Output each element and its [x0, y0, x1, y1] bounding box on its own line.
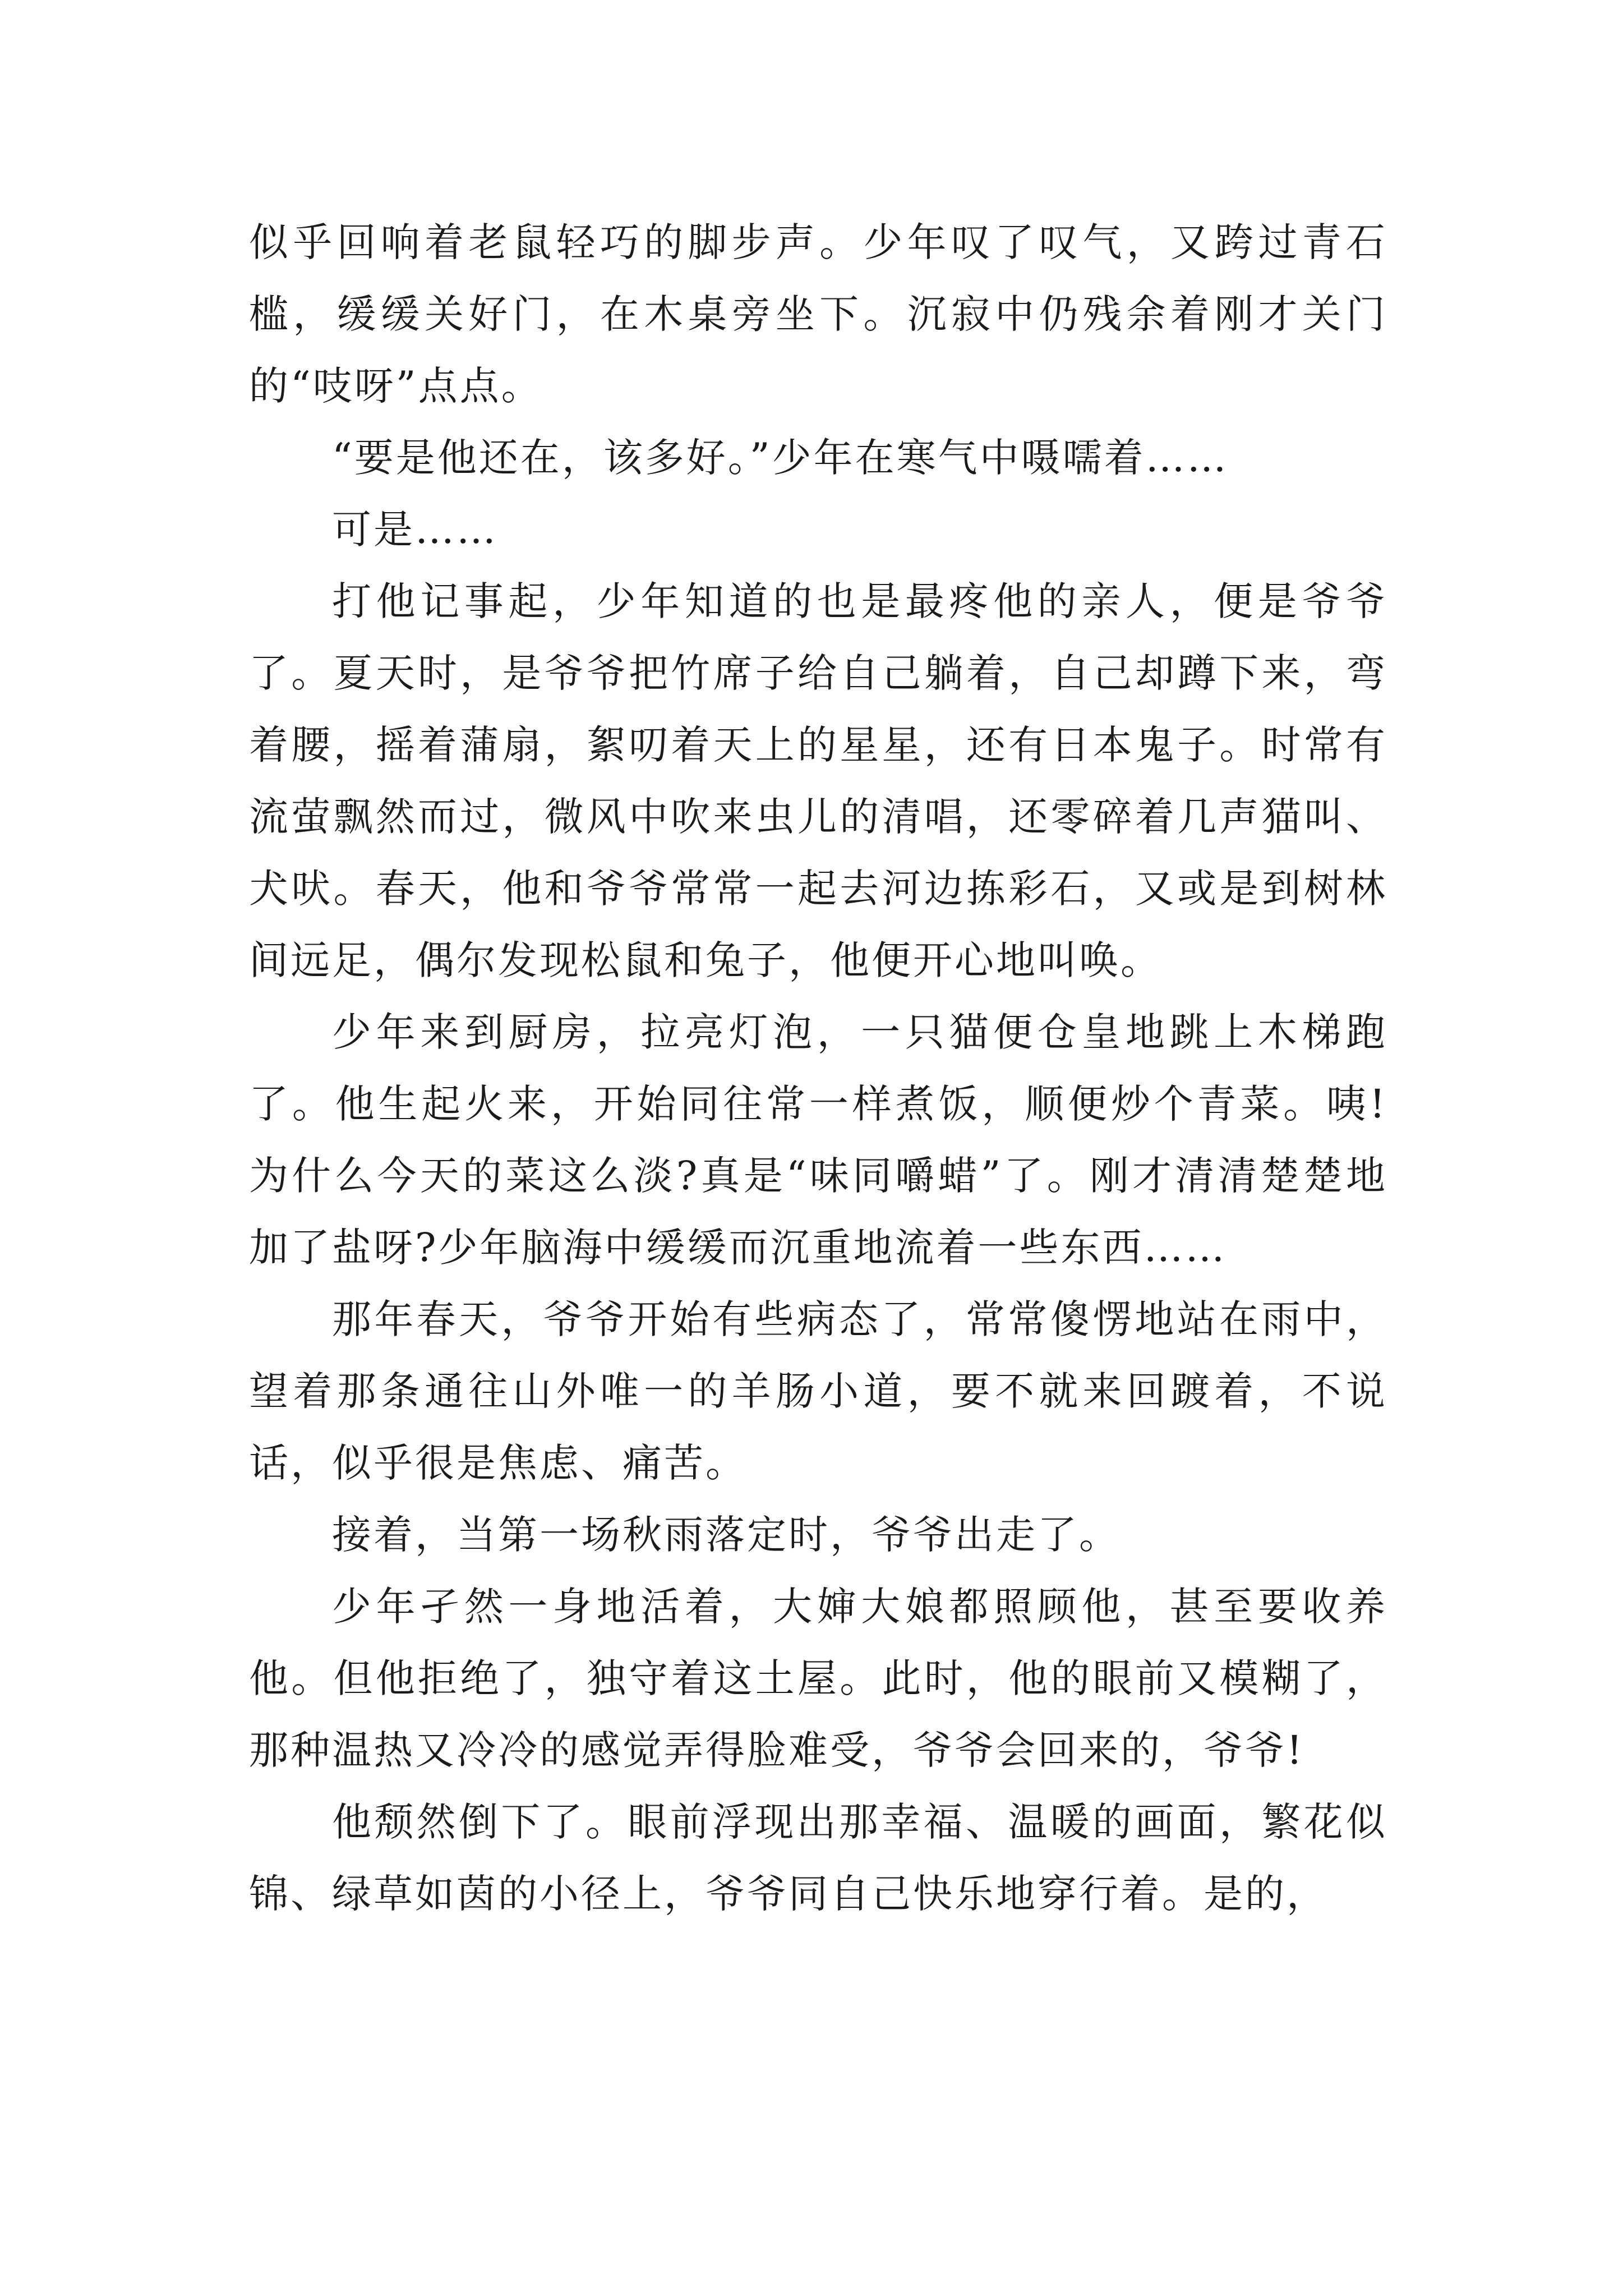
- paragraph: 那年春天，爷爷开始有些病态了，常常傻愣地站在雨中，望着那条通往山外唯一的羊肠小道，要不就来回踱着，不说话，似乎很是焦虑、痛苦。: [249, 1296, 1387, 1486]
- story-text: [249, 206, 1387, 1930]
- paragraph: 他颓然倒下了。眼前浮现出那幸福、温暖的画面，繁花似锦、绿草如茵的小径上，爷爷同自己快乐地穿行着。是的，: [249, 1799, 1387, 1917]
- paragraph: 少年孑然一身地活着，大婶大娘都照顾他，甚至要收养他。但他拒绝了，独守着这土屋。此时，他的眼前又模糊了，那种温热又冷冷的感觉弄得脸难受，爷爷会回来的，爷爷!: [249, 1584, 1387, 1773]
- paragraph: 可是……: [332, 507, 498, 553]
- paragraph: 打他记事起，少年知道的也是最疼他的亲人，便是爷爷了。夏天时，是爷爷把竹席子给自己躺着，自己却蹲下来，弯着腰，摇着蒲扇，絮叨着天上的星星，还有日本鬼子。时常有流萤飘然而过，微风中吹来虫儿的清唱，还零碎着几声猫叫、犬吠。春天，他和爷爷常常一起去河边拣彩石，又或是到树林间远足，偶尔发现松鼠和兔子，他便开心地叫唤。: [249, 578, 1387, 983]
- paragraph: “要是他还在，该多好。”少年在寒气中嗫嚅着……: [332, 435, 1229, 481]
- paragraph: 少年来到厨房，拉亮灯泡，一只猫便仓皇地跳上木梯跑了。他生起火来，开始同往常一样煮饭，顺便炒个青菜。咦!为什么今天的菜这么淡?真是“味同嚼蜡”了。刚才清清楚楚地加了盐呀?少年脑海中缓缓而沉重地流着一些东西……: [249, 1009, 1387, 1271]
- paragraph: 接着，当第一场秋雨落定时，爷爷出走了。: [332, 1512, 1121, 1558]
- paragraph: 似乎回响着老鼠轻巧的脚步声。少年叹了叹气，又跨过青石槛，缓缓关好门，在木桌旁坐下。沉寂中仍残余着刚才关门的“吱呀”点点。: [249, 219, 1387, 409]
